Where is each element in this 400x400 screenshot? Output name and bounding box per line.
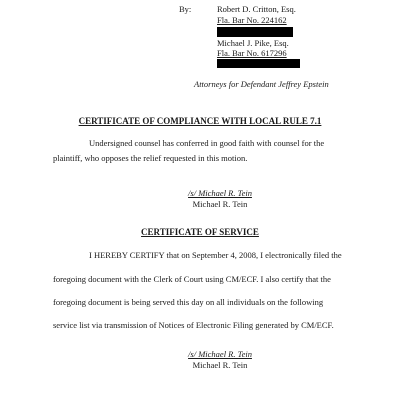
- redaction-bar: [217, 59, 300, 68]
- redaction-bar: [217, 27, 293, 37]
- service-line-2: foregoing document with the Clerk of Court using CM/ECF. I also certify that the: [53, 274, 331, 284]
- attorney1-bar: Fla. Bar No. 224162: [217, 15, 287, 25]
- attorney1-name: Robert D. Critton, Esq.: [217, 4, 296, 14]
- by-label: By:: [179, 4, 192, 14]
- attorneys-for: Attorneys for Defendant Jeffrey Epstein: [194, 79, 329, 89]
- service-line-3: foregoing document is being served this day on all individuals on the following: [53, 297, 324, 307]
- attorney2-bar: Fla. Bar No. 617296: [217, 48, 287, 58]
- attorney2-name: Michael J. Pike, Esq.: [217, 38, 289, 48]
- service-signature: /s/ Michael R. Tein: [188, 349, 252, 359]
- compliance-signer: Michael R. Tein: [192, 199, 248, 209]
- service-line-1: I HEREBY CERTIFY that on September 4, 2008, I electronically filed the: [89, 250, 342, 260]
- service-heading: CERTIFICATE OF SERVICE: [141, 227, 259, 237]
- compliance-heading: CERTIFICATE OF COMPLIANCE WITH LOCAL RULE 7.1: [78, 116, 322, 126]
- service-line-4: service list via transmission of Notices of Electronic Filing generated by CM/ECF.: [53, 320, 334, 330]
- compliance-line-2: plaintiff, who opposes the relief requested in this motion.: [53, 153, 248, 163]
- compliance-line-1: Undersigned counsel has conferred in good faith with counsel for the: [89, 138, 325, 148]
- service-signer: Michael R. Tein: [192, 360, 248, 370]
- compliance-signature: /s/ Michael R. Tein: [188, 188, 252, 198]
